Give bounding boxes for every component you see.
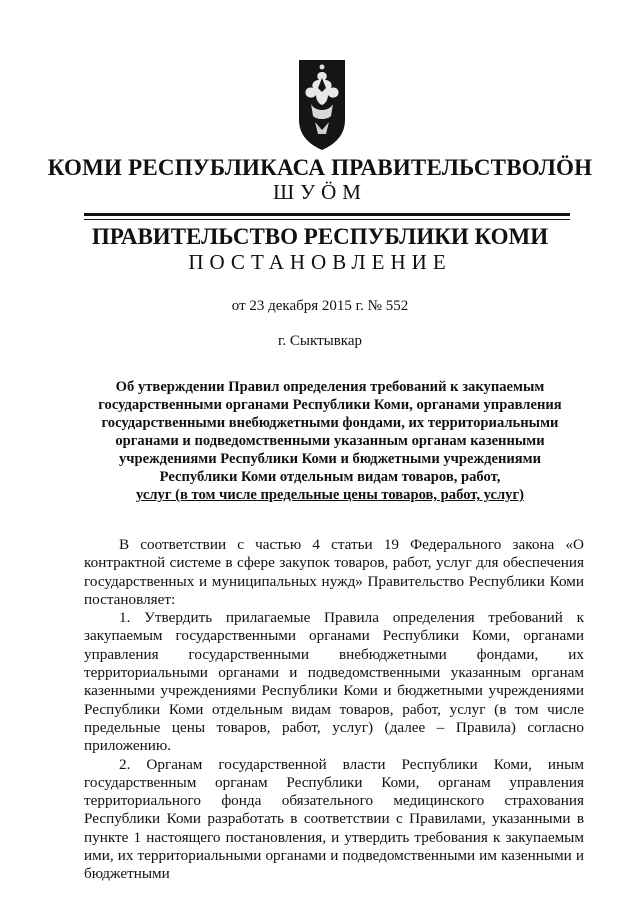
title-line: органами и подведомственными указанным органам казенными [115,433,545,449]
document-body [84,536,584,884]
komi-government-heading: КОМИ РЕСПУБЛИКАСА ПРАВИТЕЛЬСТВОЛÖН [47,155,593,180]
document-type: ПОСТАНОВЛЕНИЕ [188,250,452,274]
title-line [90,486,570,504]
body-paragraph: В соответствии с частью 4 статьи 19 Федерального закона «О контрактной системе в сфере закупок товаров, работ, услуг для обеспечения государственных и муниципальных нужд» Правительство Республики Коми постановляет: [84,536,584,608]
komi-decree-word: ШУÖМ [273,180,367,204]
title-line-underlined: услуг (в том числе предельные цены товаров, работ, услуг) [136,487,524,503]
header-thick-rule [84,213,570,216]
title-line: Об утверждении Правил определения требований к закупаемым [115,379,545,395]
title-line: государственными органами Республики Коми, органами управления [98,397,562,413]
title-line: учреждениями Республики Коми и бюджетными учреждениями [118,451,542,467]
city: г. Сыктывкар [277,333,363,349]
government-heading: ПРАВИТЕЛЬСТВО РЕСПУБЛИКИ КОМИ [91,224,549,249]
document-title [90,378,570,504]
title-line: Республики Коми отдельным видам товаров, работ, [159,469,501,485]
komi-coat-of-arms-emblem [297,58,347,152]
body-paragraph: 1. Утвердить прилагаемые Правила определения требований к закупаемым государственными органами Республики Коми, органами управления государственными внебюджетными фондами, их территориальными органами и подведомственными указанным органам казенными учреждениями Республики Коми и бюджетными учреждениями Республики Коми отдельным видам товаров, работ, услуг (в том числе предельные цены товаров, работ, услуг) (далее – Правила) согласно приложению. [84,609,584,755]
date-and-number: от 23 декабря 2015 г. № 552 [231,298,409,314]
body-paragraph: 2. Органам государственной власти Республики Коми, иным государственным органам Республики Коми, органам управления территориального фонда обязательного медицинского страхования Республики Коми разработать в соответствии с Правилами, указанными в пункте 1 настоящего постановления, и утвердить требования к закупаемым ими, их территориальными органами и подведомственными им казенными и бюджетными [84,755,584,883]
header-thin-rule [84,219,570,220]
title-line: государственными внебюджетными фондами, их территориальными [101,415,559,431]
